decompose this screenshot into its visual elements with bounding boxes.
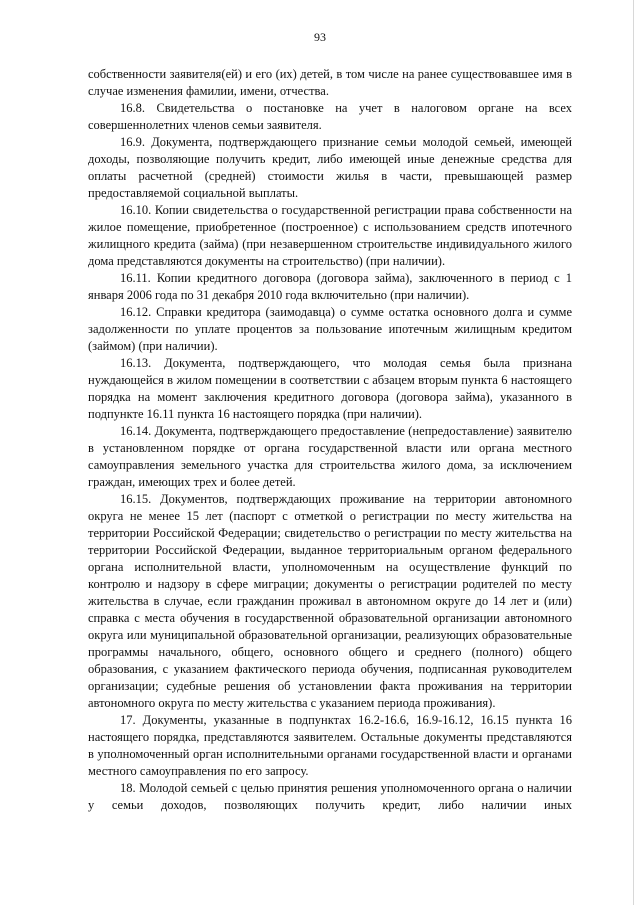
paragraph-16-8: 16.8. Свидетельства о постановке на учет в налоговом органе на всех совершеннолетних членов семьи заявителя. (88, 101, 572, 132)
paragraph-16-15: 16.15. Документов, подтверждающих проживание на территории автономного округа не менее 15 лет (паспорт с отметкой о регистрации по месту жительства на территории Российской Федерации; свидетельство о регистрации по месту жительства на территории Российской Федерации, выданное территориальным органом федерального органа исполнительной власти, уполномоченным на осуществление функций по контролю и надзору в сфере миграции; документы о регистрации родителей по месту жительства в случае, если гражданин проживал в автономном округе до 14 лет и (или) справка с места обучения в государственной образовательной организации автономного округа или муниципальной образовательной организации, реализующих образовательные программы начального, общего, основного общего и среднего (полного) общего образования, с указанием фактического периода обучения, подписанная руководителем организации; судебные решения об установлении факта проживания на территории автономного округа по месту жительства с указанием периода проживания). (88, 492, 572, 710)
scan-edge-line (633, 0, 634, 905)
paragraph-17: 17. Документы, указанные в подпунктах 16.2-16.6, 16.9-16.12, 16.15 пункта 16 настоящего порядка, представляются заявителем. Остальные документы представляются в уполномоченный орган исполнительными органами государственной власти и органами местного самоуправления по его запросу. (88, 713, 572, 778)
paragraph-16-13: 16.13. Документа, подтверждающего, что молодая семья была признана нуждающейся в жилом помещении в соответствии с абзацем вторым пункта 6 настоящего порядка на момент заключения кредитного договора (договора займа), указанного в подпункте 16.11 пункта 16 настоящего порядка (при наличии). (88, 356, 572, 421)
paragraph-16-12: 16.12. Справки кредитора (заимодавца) о сумме остатка основного долга и сумме задолженности по уплате процентов за пользование ипотечным жилищным кредитом (займом) (при наличии). (88, 305, 572, 353)
document-body (88, 66, 572, 814)
paragraph-18: 18. Молодой семьей с целью принятия решения уполномоченного органа о наличии у семьи доходов, позволяющих получить кредит, либо наличии иных (88, 781, 572, 812)
paragraph-16-10: 16.10. Копии свидетельства о государственной регистрации права собственности на жилое помещение, приобретенное (построенное) с использованием средств ипотечного жилищного кредита (займа) (при незавершенном строительстве индивидуального жилого дома представляются документы на строительство) (при наличии). (88, 203, 572, 268)
paragraph-16-9: 16.9. Документа, подтверждающего признание семьи молодой семьей, имеющей доходы, позволяющие получить кредит, либо имеющей иные денежные средства для оплаты расчетной (средней) стоимости жилья в части, превышающей размер предоставляемой социальной выплаты. (88, 135, 572, 200)
paragraph-continuation: собственности заявителя(ей) и его (их) детей, в том числе на ранее существовавшее имя в случае изменения фамилии, имени, отчества. (88, 67, 572, 98)
page-number: 93 (314, 30, 326, 44)
paragraph-16-14: 16.14. Документа, подтверждающего предоставление (непредоставление) заявителю в установленном порядке от органа государственной власти или органа местного самоуправления земельного участка для строительства жилого дома, за исключением граждан, имеющих трех и более детей. (88, 424, 572, 489)
paragraph-16-11: 16.11. Копии кредитного договора (договора займа), заключенного в период с 1 января 2006 года по 31 декабря 2010 года включительно (при наличии). (88, 271, 572, 302)
